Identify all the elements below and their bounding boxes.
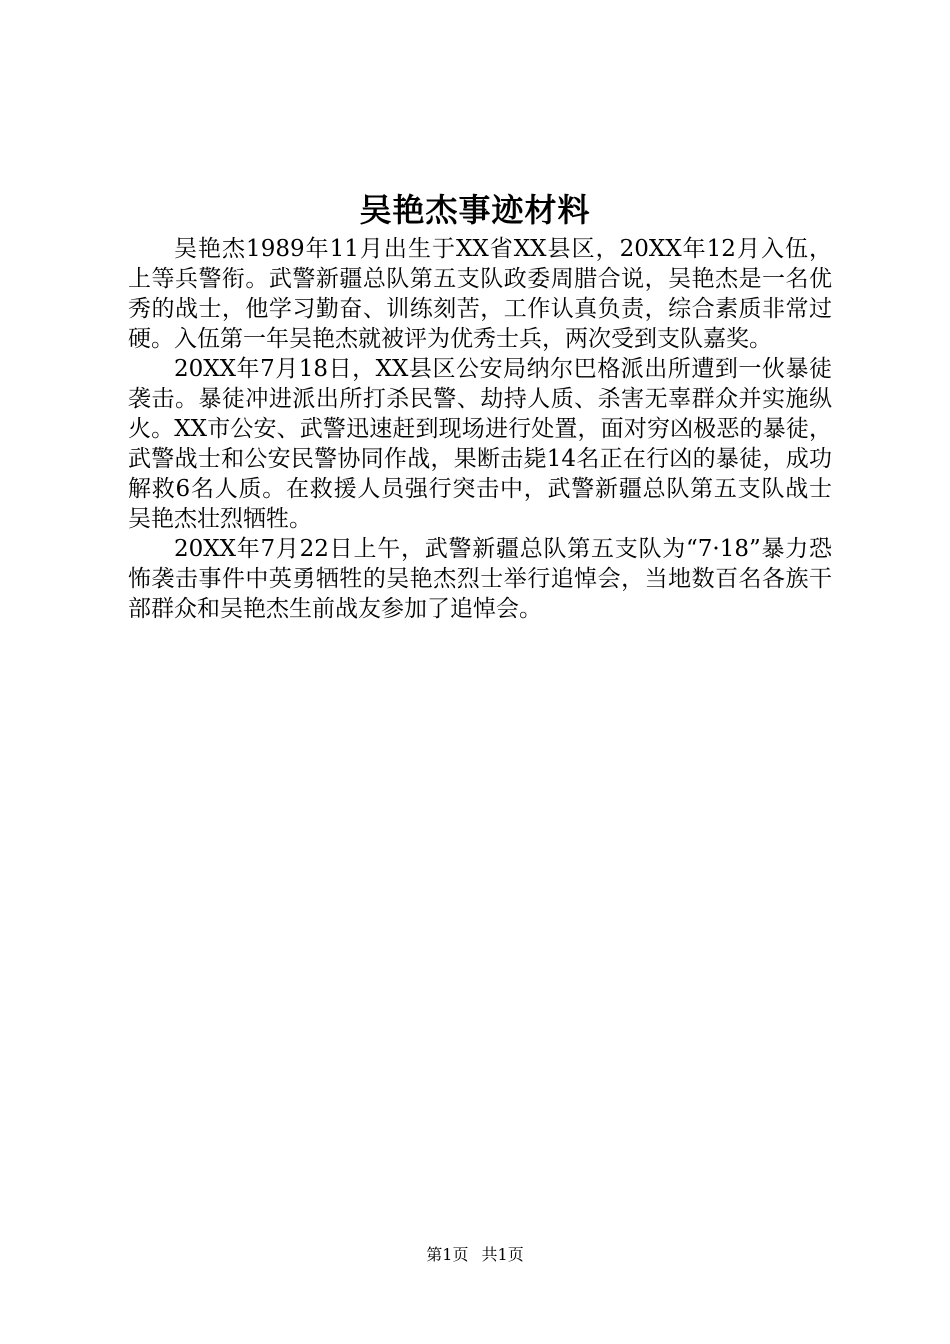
document-body [128, 234, 832, 624]
paragraph-2: 20XX年7月18日，XX县区公安局纳尔巴格派出所遭到一伙暴徒袭击。暴徒冲进派出所打杀民警、劫持人质、杀害无辜群众并实施纵火。XX市公安、武警迅速赶到现场进行处置，面对穷凶极恶的暴徒，武警战士和公安民警协同作战，果断击毙14名正在行凶的暴徒，成功解救6名人质。在救援人员强行突击中，武警新疆总队第五支队战士吴艳杰壮烈牺牲。 [128, 356, 832, 532]
paragraph-1: 吴艳杰1989年11月出生于XX省XX县区，20XX年12月入伍，上等兵警衔。武警新疆总队第五支队政委周腊合说，吴艳杰是一名优秀的战士，他学习勤奋、训练刻苦，工作认真负责，综合素质非常过硬。入伍第一年吴艳杰就被评为优秀士兵，两次受到支队嘉奖。 [128, 236, 832, 352]
paragraph-3: 20XX年7月22日上午，武警新疆总队第五支队为“7·18”暴力恐怖袭击事件中英勇牺牲的吴艳杰烈士举行追悼会，当地数百名各族干部群众和吴艳杰生前战友参加了追悼会。 [128, 536, 832, 622]
page-total: 共1页 [481, 1245, 524, 1264]
document-title: 吴艳杰事迹材料 [359, 191, 591, 229]
page-number: 第1页 [426, 1245, 469, 1264]
page-footer [0, 1244, 950, 1266]
